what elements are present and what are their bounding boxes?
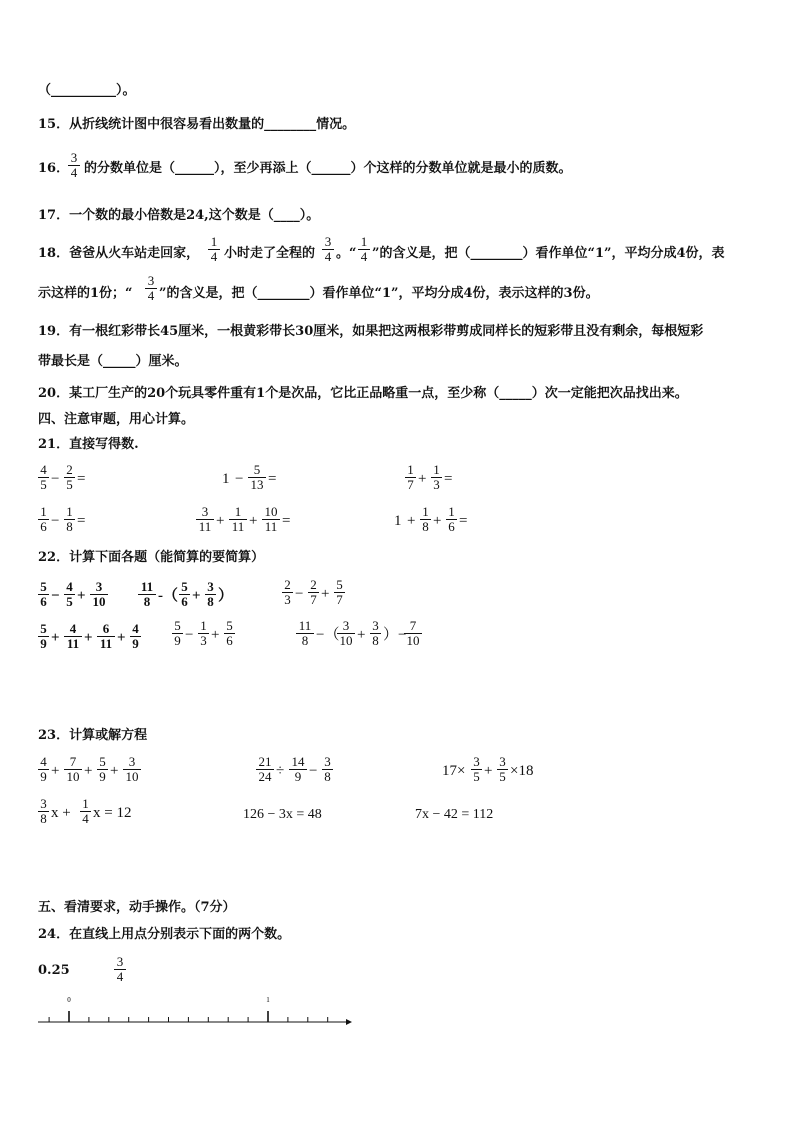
math-symbol: + bbox=[192, 588, 201, 604]
math-symbol: = bbox=[444, 471, 453, 487]
question-18-part-f: ”的含义是，把（________）看作单位“1”，平均分成4份，表示这样的3份。 bbox=[159, 286, 599, 301]
math-symbol: = bbox=[459, 513, 468, 529]
question-18-part-e: 示这样的1份；“ bbox=[38, 286, 133, 301]
fraction: $\frac{1}{8}$ bbox=[64, 505, 75, 534]
fraction: $\frac{1}{7}$ bbox=[405, 463, 416, 492]
question-18-part-b: 小时走了全程的 bbox=[224, 246, 316, 261]
fraction: $\frac{2}{5}$ bbox=[64, 463, 75, 492]
tick-label-1: 1 bbox=[266, 996, 270, 1004]
math-symbol: + bbox=[84, 763, 93, 779]
math-symbol: 1 bbox=[222, 471, 230, 487]
math-symbol: ） bbox=[218, 588, 234, 604]
fraction: $\frac{11}{8}$ bbox=[138, 580, 156, 609]
math-symbol: ×18 bbox=[510, 763, 534, 779]
fraction: $\frac{3}{8}$ bbox=[322, 755, 333, 784]
fraction: $\frac{11}{8}$ bbox=[296, 619, 314, 648]
math-symbol: ÷ bbox=[276, 763, 285, 779]
math-symbol: + bbox=[357, 627, 366, 643]
fraction: $\frac{3}{8}$ bbox=[370, 619, 381, 648]
fraction: $\frac{5}{6}$ bbox=[224, 619, 235, 648]
number-line bbox=[0, 990, 794, 1050]
math-symbol: + bbox=[484, 763, 493, 779]
fraction-3-4: $\frac{3}{4}$ bbox=[114, 955, 126, 984]
question-18-part-c: 。“ bbox=[336, 246, 357, 261]
math-symbol: + bbox=[84, 630, 93, 646]
question-18-part-a: 18．爸爸从火车站走回家， bbox=[38, 246, 200, 261]
question-17: 17．一个数的最小倍数是24,这个数是（____）。 bbox=[38, 208, 320, 223]
math-symbol: − bbox=[295, 586, 304, 602]
fraction: $\frac{2}{3}$ bbox=[282, 578, 293, 607]
fraction: $\frac{6}{11}$ bbox=[97, 622, 115, 651]
math-symbol: x + bbox=[51, 805, 71, 821]
fraction: $\frac{3}{8}$ bbox=[38, 797, 49, 826]
question-19-line-1: 19．有一根红彩带长45厘米，一根黄彩带长30厘米，如果把这两根彩带剪成同样长的短彩带且没有剩余，每根短彩 bbox=[38, 324, 704, 339]
fraction: $\frac{3}{10}$ bbox=[337, 619, 355, 648]
math-symbol: + bbox=[51, 630, 60, 646]
fraction: $\frac{5}{9}$ bbox=[38, 622, 49, 651]
fraction: $\frac{3}{5}$ bbox=[471, 755, 482, 784]
question-23: 23．计算或解方程 bbox=[38, 728, 148, 743]
fraction-3-4: $\frac{3}{4}$ bbox=[322, 235, 334, 264]
math-symbol: + bbox=[216, 513, 225, 529]
question-22: 22．计算下面各题（能简算的要简算） bbox=[38, 550, 265, 565]
fraction-1-4: $\frac{1}{4}$ bbox=[358, 235, 370, 264]
fraction: $\frac{1}{3}$ bbox=[431, 463, 442, 492]
math-symbol: + bbox=[51, 763, 60, 779]
fraction: $\frac{5}{9}$ bbox=[97, 755, 108, 784]
fraction: $\frac{2}{7}$ bbox=[308, 578, 319, 607]
fraction: $\frac{3}{10}$ bbox=[90, 580, 108, 609]
fraction: $\frac{1}{11}$ bbox=[229, 505, 247, 534]
fraction: $\frac{1}{8}$ bbox=[420, 505, 431, 534]
math-symbol: = bbox=[77, 513, 86, 529]
fraction: $\frac{1}{6}$ bbox=[38, 505, 49, 534]
math-symbol: + bbox=[407, 513, 416, 529]
math-symbol: 1 bbox=[394, 513, 402, 529]
math-symbol: − bbox=[51, 471, 60, 487]
fraction: $\frac{7}{10}$ bbox=[404, 619, 422, 648]
math-symbol: − bbox=[235, 471, 244, 487]
fraction: $\frac{14}{9}$ bbox=[289, 755, 307, 784]
question-16-number: 16． bbox=[38, 161, 70, 176]
equation-7x: 7x − 42 = 112 bbox=[415, 807, 494, 822]
math-symbol: − bbox=[185, 627, 194, 643]
math-symbol: x = 12 bbox=[93, 805, 132, 821]
fraction: $\frac{4}{5}$ bbox=[64, 580, 75, 609]
math-symbol: + bbox=[321, 586, 330, 602]
fraction: $\frac{5}{9}$ bbox=[172, 619, 183, 648]
question-16-text: 的分数单位是（______），至少再添上（______）个这样的分数单位就是最小的质数。 bbox=[84, 161, 572, 176]
question-24: 24．在直线上用点分别表示下面的两个数。 bbox=[38, 927, 291, 942]
math-symbol: − bbox=[51, 588, 60, 604]
fraction: $\frac{4}{9}$ bbox=[130, 622, 141, 651]
fraction-1-4: $\frac{1}{4}$ bbox=[208, 235, 220, 264]
math-symbol: + bbox=[249, 513, 258, 529]
question-15: 15．从折线统计图中很容易看出数量的________情况。 bbox=[38, 117, 356, 132]
question-21: 21．直接写得数. bbox=[38, 437, 139, 452]
fraction: $\frac{21}{24}$ bbox=[256, 755, 274, 784]
math-symbol: −（ bbox=[316, 627, 340, 643]
fraction: $\frac{7}{10}$ bbox=[64, 755, 82, 784]
question-18-part-d: ”的含义是，把（________）看作单位“1”，平均分成4份，表 bbox=[372, 246, 725, 261]
fraction: $\frac{1}{4}$ bbox=[80, 797, 91, 826]
number-0-25: 0.25 bbox=[38, 963, 70, 978]
fraction: $\frac{4}{5}$ bbox=[38, 463, 49, 492]
section-5-heading: 五、看清要求，动手操作。（7分） bbox=[38, 900, 236, 915]
fraction: $\frac{10}{11}$ bbox=[262, 505, 280, 534]
math-symbol: + bbox=[418, 471, 427, 487]
fraction: $\frac{5}{13}$ bbox=[248, 463, 266, 492]
fraction-3-4: $\frac{3}{4}$ bbox=[68, 151, 80, 180]
fraction: $\frac{3}{10}$ bbox=[123, 755, 141, 784]
math-symbol: + bbox=[110, 763, 119, 779]
fraction: $\frac{5}{7}$ bbox=[334, 578, 345, 607]
math-symbol: -（ bbox=[158, 588, 178, 604]
fraction: $\frac{3}{5}$ bbox=[497, 755, 508, 784]
math-symbol: + bbox=[433, 513, 442, 529]
fraction: $\frac{5}{6}$ bbox=[38, 580, 49, 609]
fraction: $\frac{3}{11}$ bbox=[196, 505, 214, 534]
math-symbol: + bbox=[77, 588, 86, 604]
math-symbol: + bbox=[211, 627, 220, 643]
question-20: 20．某工厂生产的20个玩具零件重有1个是次品，它比正品略重一点，至少称（_____）次一定能把次品找出来。 bbox=[38, 386, 688, 401]
fraction: $\frac{4}{9}$ bbox=[38, 755, 49, 784]
equation-126: 126 − 3x = 48 bbox=[243, 807, 322, 822]
question-19-line-2: 带最长是（_____）厘米。 bbox=[38, 354, 188, 369]
math-symbol: − bbox=[51, 513, 60, 529]
fraction: $\frac{3}{8}$ bbox=[205, 580, 216, 609]
math-symbol: = bbox=[282, 513, 291, 529]
math-symbol: + bbox=[117, 630, 126, 646]
fraction-3-4: $\frac{3}{4}$ bbox=[145, 274, 157, 303]
fraction: $\frac{1}{3}$ bbox=[198, 619, 209, 648]
tick-label-0: 0 bbox=[67, 996, 71, 1004]
fraction: $\frac{4}{11}$ bbox=[64, 622, 82, 651]
math-symbol: 17× bbox=[442, 763, 466, 779]
fraction: $\frac{1}{6}$ bbox=[446, 505, 457, 534]
q14-tail: （__________）。 bbox=[38, 83, 136, 98]
math-symbol: ）− bbox=[383, 627, 407, 643]
math-symbol: = bbox=[268, 471, 277, 487]
fraction: $\frac{5}{6}$ bbox=[179, 580, 190, 609]
section-4-heading: 四、注意审题，用心计算。 bbox=[38, 412, 195, 427]
arrow-head-icon bbox=[346, 1019, 352, 1025]
math-symbol: − bbox=[309, 763, 318, 779]
math-symbol: = bbox=[77, 471, 86, 487]
